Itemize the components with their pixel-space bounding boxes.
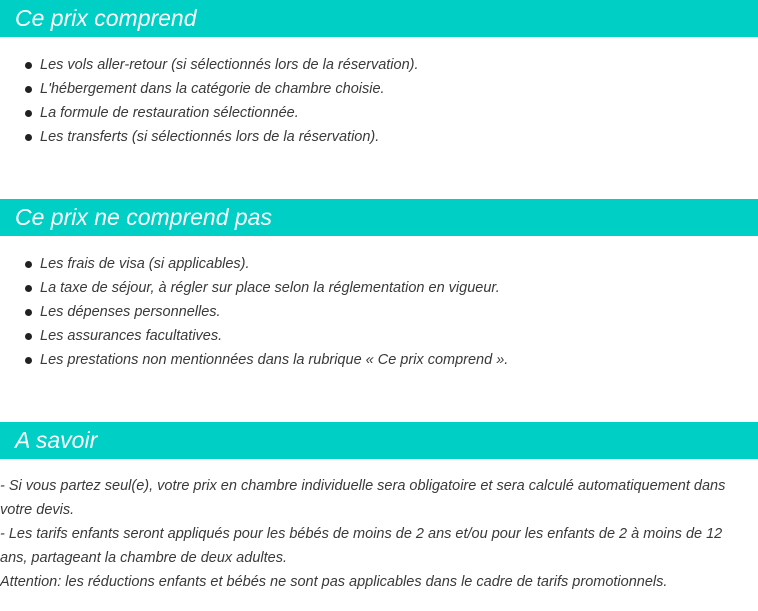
list-item-text: La taxe de séjour, à régler sur place selon la réglementation en vigueur. [40,280,500,296]
list-item-text: Les vols aller-retour (si sélectionnés lors de la réservation). [40,57,419,73]
section-title-not-included: Ce prix ne comprend pas [15,204,272,230]
bullet-icon [25,110,32,117]
info-line-child-rates: - Les tarifs enfants seront appliqués pour les bébés de moins de 2 ans et/ou pour les enfants de 2 à moins de 12 ans, partageant la chambre de deux adultes. [0,526,723,566]
included-list [0,53,419,149]
list-item [0,348,508,372]
list-item [0,77,419,101]
good-to-know-text [0,474,758,594]
bullet-icon [25,86,32,93]
list-item-text: L'hébergement dans la catégorie de chambre choisie. [40,81,385,97]
list-item-text: Les frais de visa (si applicables). [40,256,250,272]
list-item [0,300,508,324]
list-item-text: Les transferts (si sélectionnés lors de la réservation). [40,129,380,145]
section-title-good-to-know: A savoir [15,427,98,453]
bullet-icon [25,333,32,340]
section-title-included: Ce prix comprend [15,5,197,31]
list-item [0,125,419,149]
section-header-good-to-know [0,422,758,459]
list-item-text: Les dépenses personnelles. [40,304,221,320]
list-item [0,324,508,348]
bullet-icon [25,134,32,141]
list-item [0,101,419,125]
not-included-list [0,252,508,372]
section-header-not-included [0,199,758,236]
bullet-icon [25,285,32,292]
bullet-icon [25,309,32,316]
bullet-icon [25,261,32,268]
section-header-included [0,0,758,37]
info-line-single-supplement: - Si vous partez seul(e), votre prix en chambre individuelle sera obligatoire et sera calculé automatiquement dans votre devis. [0,478,726,518]
info-line-attention: Attention: les réductions enfants et bébés ne sont pas applicables dans le cadre de tarifs promotionnels. [0,574,668,590]
list-item [0,252,508,276]
list-item-text: Les prestations non mentionnées dans la rubrique « Ce prix comprend ». [40,352,509,368]
bullet-icon [25,62,32,69]
list-item-text: La formule de restauration sélectionnée. [40,105,299,121]
list-item-text: Les assurances facultatives. [40,328,223,344]
list-item [0,53,419,77]
list-item [0,276,508,300]
bullet-icon [25,357,32,364]
